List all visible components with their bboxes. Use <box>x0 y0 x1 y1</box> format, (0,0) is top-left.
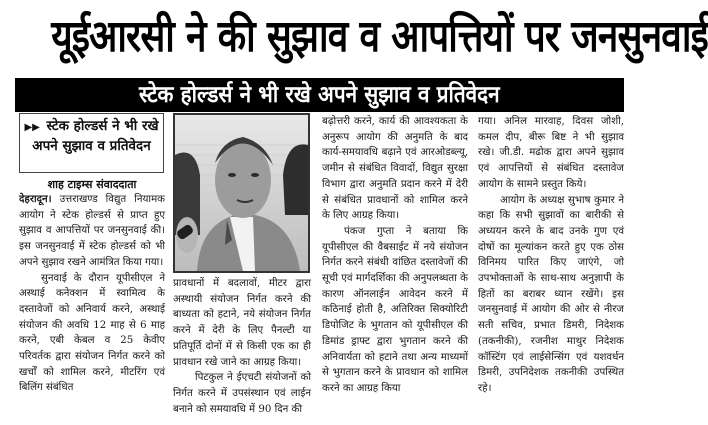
article-column-4 <box>478 114 624 397</box>
paragraph: बढ़ोत्तरी करने, कार्य की आवश्यकता के अनुरूप आयोग की अनुमति के बाद कार्य-समयावधि बढ़ाने एवं आरओडब्ल्यू, जमीन से संबंधित विवादों, विद्युत सुरक्षा विभाग द्वारा अनुमति प्रदान करने में देरी से संबंधित प्रावधानों को शामिल करने के लिए आग्रह किया। <box>322 116 468 222</box>
article-column-2 <box>173 276 311 417</box>
paragraph-text: उत्तराखण्ड विद्युत नियामक आयोग ने स्टेक होल्डर्स से प्राप्त हुए सुझाव व आपत्तियों पर जनसुनवाई की। इस जनसुनवाई में स्टेक होल्डर्स को भी अपने सुझाव रखने आमंत्रित किया गया। <box>19 194 165 268</box>
paragraph: प्रावधानों में बदलावों, मीटर द्वारा अस्थायी संयोजन निर्गत करने की बाध्यता को हटाने, नये संयोजन निर्गत करने में देरी के लिए पैनल्टी या प्रतिपूर्ति दोनों में से किसी एक का ही प्रावधान रखे जाने का आग्रह किया। <box>173 278 311 368</box>
paragraph: आयोग के अध्यक्ष सुभाष कुमार ने कहा कि सभी सुझावों का बारीकी से अध्ययन करने के बाद उनके गुण एवं दोषों का मूल्यांकन करते हुए एक ठोस विनिमय पारित किए जाएंगे, जो उपभोक्ताओं के साथ-साथ अनुज्ञापी के हितों का बराबर ध्यान रखेंगे। इस जनसुनवाई में आयोग की ओर से नीरज सती सचिव, प्रभात डिमरी, निदेशक (तकनीकी), रजनीश माथुर निदेशक कॉस्टिंग एवं लाईसेन्सिंग एवं यशवर्धन डिमरी, उपनिदेशक तकनीकी उपस्थित रहे। <box>478 194 624 394</box>
article-column-3 <box>322 114 468 397</box>
dateline: देहरादून। <box>19 193 52 205</box>
news-photo <box>173 113 310 273</box>
speaker-photo-image <box>175 115 308 271</box>
paragraph <box>19 192 165 271</box>
headline: यूईआरसी ने की सुझाव व आपत्तियों पर जनसुनवाई <box>51 11 708 62</box>
paragraph: पंकज गुप्ता ने बताया कि यूपीसीएल की वैबसाईट में नये संयोजन निर्गत करने संबंधी वांछित दस्तावेजों की सूची एवं मार्गदर्शिका की अनुपलब्धता के कारण ऑनलाईन आवेदन करने में कठिनाई होती है, अतिरिक्त सिक्योरिटी डिपोजिट के भुगतान को यूपीसीएल की डिमांड ड्राफ्ट द्वारा भुगतान करने की अनिवार्यता को हटाने तथा अन्य माध्यमों से भुगतान करने के प्रावधान को शामिल करने का आग्रह किया <box>322 225 468 394</box>
pullquote-text: स्टेक होल्डर्स ने भी रखे अपने सुझाव व प्रतिवेदन <box>32 118 159 154</box>
paragraph: पिटकुल ने ईएचटी संयोजनों को निर्गत करने में उपसंस्थान एवं लाईन बनाने को समयावधि में 90 दिन की <box>173 372 311 415</box>
paragraph: सुनवाई के दौरान यूपीसीएल ने अस्थाई कनेक्शन में स्वामित्व के दस्तावेजों को अनिवार्य करने, अस्थाई संयोजन की अवधि 12 माह से 6 माह करने, एबी केबल व 25 केवीए परिवर्तक द्वारा संयोजन निर्गत करने को खर्चों को शामिल करने, मीटरिंग एवं बिलिंग संबंधित <box>19 272 165 394</box>
subheadline: स्टेक होल्डर्स ने भी रखे अपने सुझाव व प्रतिवेदन <box>139 82 500 108</box>
subheadline-banner <box>15 78 624 112</box>
paragraph: गया। अनिल मारवाह, दिवस जोशी, कमल दीप, बीरू बिष्ट ने भी सुझाव रखे। जी.डी. मढोक द्वारा अपने सुझाव एवं आपत्तियों से संबंधित दस्तावेज आयोग के सामने प्रस्तुत किये। <box>478 116 624 190</box>
pullquote-box <box>19 113 164 173</box>
double-arrow-icon: ▶▶ <box>24 122 40 133</box>
byline: शाह टाइम्स संवाददाता <box>47 178 137 191</box>
article-column-1 <box>19 192 165 396</box>
